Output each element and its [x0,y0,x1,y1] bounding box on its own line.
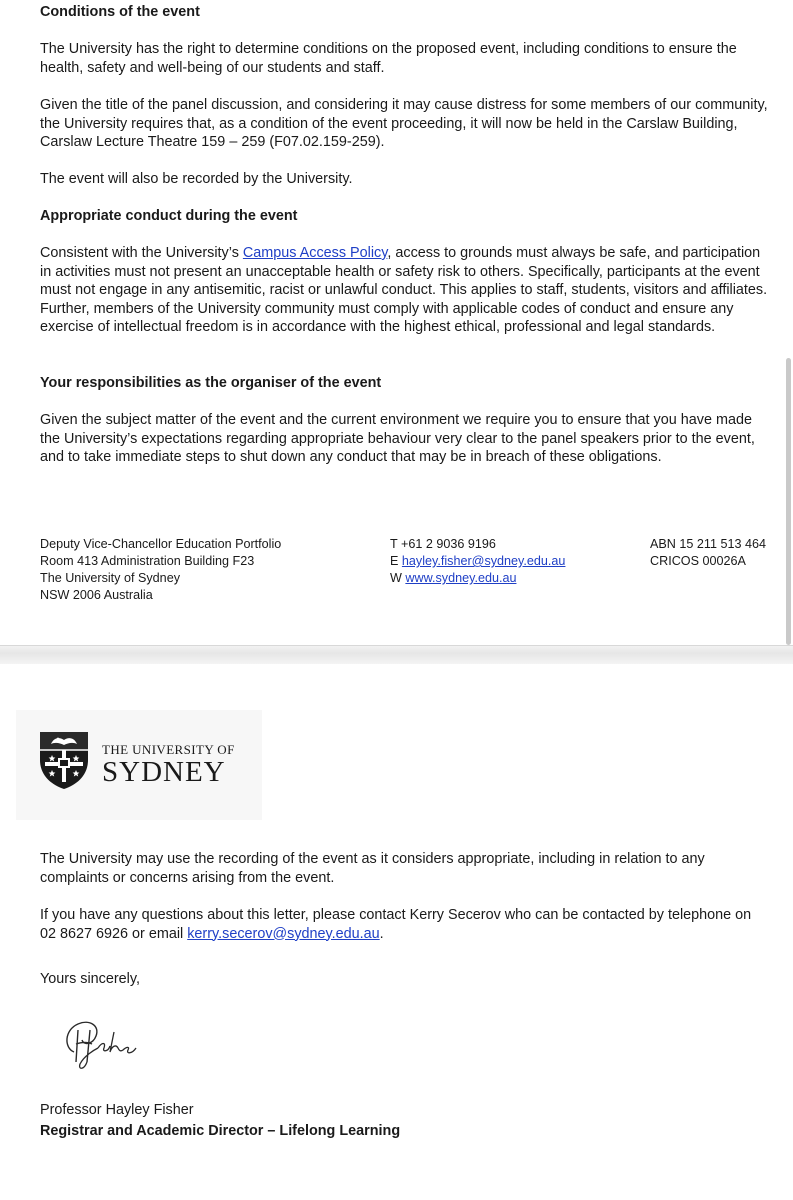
footer-cricos: CRICOS 00026A [650,554,746,568]
footer-abn: ABN 15 211 513 464 [650,537,766,551]
footer-contact [390,536,565,587]
signatory-title: Registrar and Academic Director – Lifelong Learning [40,1123,401,1139]
phone-number: +61 2 9036 9196 [400,537,496,551]
email-prefix: E [390,554,402,568]
page-separator [0,645,793,665]
footer-address-line: The University of Sydney [40,571,180,585]
web-prefix: W [390,571,406,585]
conduct-text-start: Consistent with the University’s [40,245,243,261]
campus-access-policy-link[interactable]: Campus Access Policy [242,245,388,261]
signatory-name: Professor Hayley Fisher [40,1102,194,1118]
logo-wordmark [102,743,235,787]
responsibilities-heading: Your responsibilities as the organiser of the event [40,375,382,391]
recording-paragraph: The University may use the recording of the event as it considers appropriate, including in relation to any complaints or concerns arising from the event. [40,851,705,886]
contact-text: If you have any questions about this letter, please contact Kerry Secerov who can be contacted by telephone on 02 8627 6926 or email [40,907,752,942]
letter-page-2 [0,664,793,1200]
closing-salutation: Yours sincerely, [40,971,140,987]
contact-paragraph [40,906,770,943]
scrollbar-thumb[interactable] [786,358,791,645]
logo-line-2: SYDNEY [102,756,226,788]
phone-prefix: T [390,537,401,551]
footer-registration [650,536,766,570]
handwritten-signature [60,1012,160,1076]
footer-email [390,553,565,570]
logo-line-1: THE UNIVERSITY OF [102,742,235,757]
footer-phone [390,536,565,553]
footer-web [390,570,565,587]
conditions-paragraph-1: The University has the right to determine conditions on the proposed event, including conditions to ensure the health, safety and well-being of our students and staff. [40,41,737,76]
footer-address [40,536,281,604]
conduct-heading: Appropriate conduct during the event [40,208,298,224]
contact-email-link[interactable]: kerry.secerov@sydney.edu.au [187,925,380,942]
conditions-heading: Conditions of the event [40,4,200,20]
university-logo [16,710,262,820]
footer-address-line: NSW 2006 Australia [40,588,153,602]
contact-text-end: . [379,925,384,942]
conduct-paragraph [40,244,770,337]
email-link[interactable]: hayley.fisher@sydney.edu.au [401,554,566,568]
university-crest-icon [38,730,90,790]
responsibilities-paragraph: Given the subject matter of the event and the current environment we require you to ensure that you have made the University’s expectations regarding appropriate behaviour very clear to the panel speakers prior to the event, and to take immediate steps to shut down any conduct that may be in breach of these obligations. [40,412,755,465]
conditions-paragraph-2: Given the title of the panel discussion, and considering it may cause distress for some members of our community, the University requires that, as a condition of the event proceeding, it will now be held in the Carslaw Building, Carslaw Lecture Theatre 159 – 259 (F07.02.159-259). [40,97,768,150]
footer-address-line: Room 413 Administration Building F23 [40,554,255,568]
website-link[interactable]: www.sydney.edu.au [405,571,517,585]
conditions-paragraph-3: The event will also be recorded by the University. [40,171,353,187]
footer-address-line: Deputy Vice-Chancellor Education Portfolio [40,537,282,551]
conduct-text-rest: , access to grounds must always be safe, and participation in activities must not present an unacceptable health or safety risk to others. Specifically, participants at the event must not engage in any antisemitic, racist or unlawful conduct. This applies to staff, students, visitors and affiliates. Further, members of the University community must comply with applicable codes of conduct and ensure any exercise of intellectual freedom is in accordance with the highest ethical, professional and legal standards. [40,245,768,335]
